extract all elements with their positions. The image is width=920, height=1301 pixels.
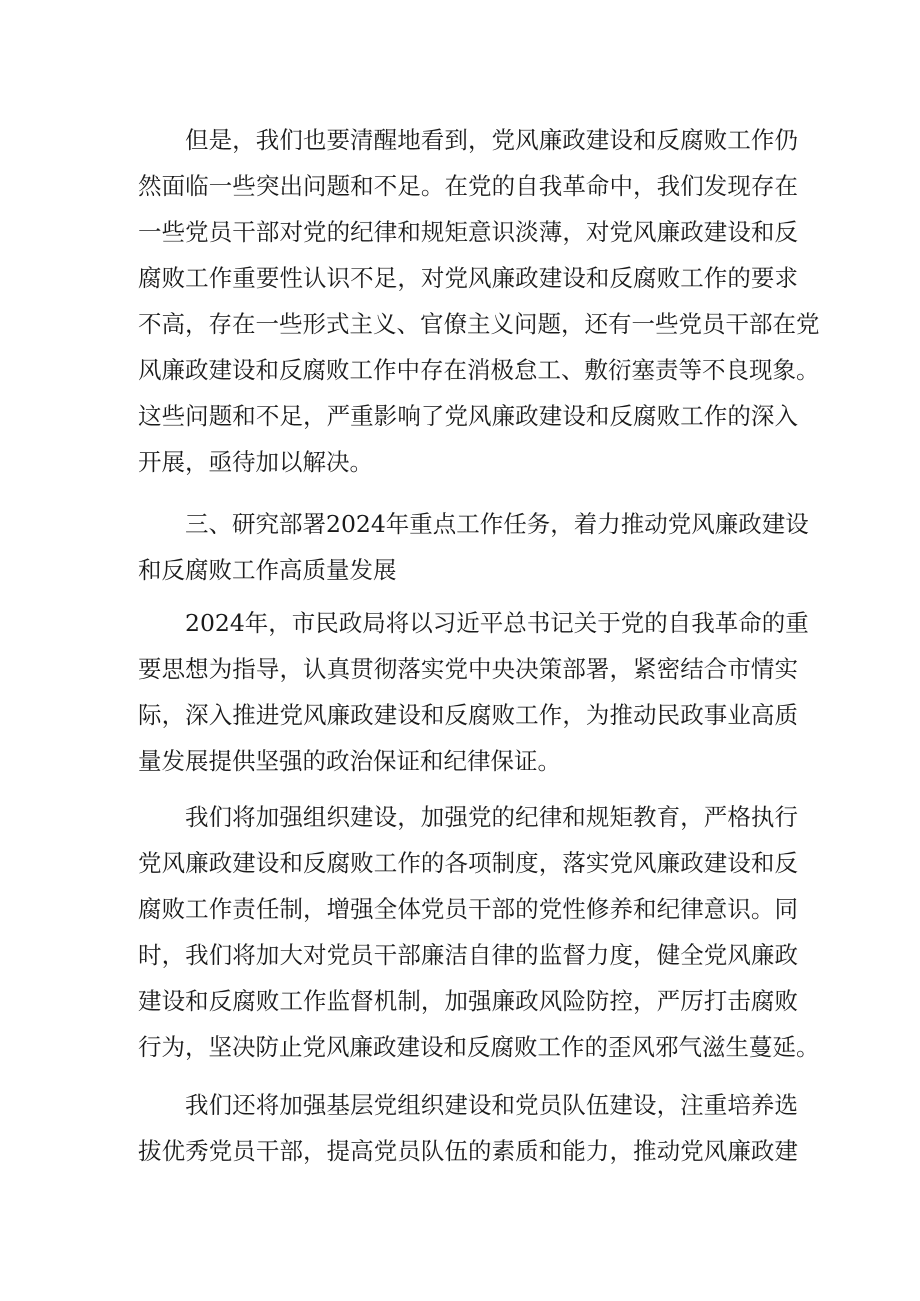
paragraph-line: 这些问题和不足，严重影响了党风廉政建设和反腐败工作的深入	[138, 402, 798, 430]
paragraph-line: 行为，坚决防止党风廉政建设和反腐败工作的歪风邪气滋生蔓延。	[138, 1033, 820, 1061]
paragraph-line: 党风廉政建设和反腐败工作的各项制度，落实党风廉政建设和反	[138, 849, 798, 877]
paragraph-line: 腐败工作责任制，增强全体党员干部的党性修养和纪律意识。同	[138, 895, 798, 923]
section-heading-line: 三、研究部署2024年重点工作任务，着力推动党风廉政建设	[185, 510, 809, 538]
paragraph-line: 际，深入推进党风廉政建设和反腐败工作，为推动民政事业高质	[138, 701, 798, 729]
paragraph-line: 不高，存在一些形式主义、官僚主义问题，还有一些党员干部在党	[138, 310, 820, 338]
paragraph-line: 建设和反腐败工作监督机制，加强廉政风险防控，严厉打击腐败	[138, 987, 798, 1015]
paragraph-line: 开展，亟待加以解决。	[138, 448, 373, 476]
paragraph-line: 我们还将加强基层党组织建设和党员队伍建设，注重培养选	[185, 1091, 798, 1119]
paragraph-line: 量发展提供坚强的政治保证和纪律保证。	[138, 747, 561, 775]
paragraph-line: 腐败工作重要性认识不足，对党风廉政建设和反腐败工作的要求	[138, 264, 798, 292]
paragraph-line: 然面临一些突出问题和不足。在党的自我革命中，我们发现存在	[138, 172, 798, 200]
paragraph-line: 要思想为指导，认真贯彻落实党中央决策部署，紧密结合市情实	[138, 655, 798, 683]
paragraph-line: 风廉政建设和反腐败工作中存在消极怠工、敷衍塞责等不良现象。	[138, 356, 820, 384]
paragraph-line: 一些党员干部对党的纪律和规矩意识淡薄，对党风廉政建设和反	[138, 218, 798, 246]
paragraph-line: 但是，我们也要清醒地看到，党风廉政建设和反腐败工作仍	[185, 126, 798, 154]
paragraph-line: 时，我们将加大对党员干部廉洁自律的监督力度，健全党风廉政	[138, 941, 798, 969]
paragraph-line: 拔优秀党员干部，提高党员队伍的素质和能力，推动党风廉政建	[138, 1137, 798, 1165]
paragraph-line: 我们将加强组织建设，加强党的纪律和规矩教育，严格执行	[185, 803, 798, 831]
section-heading-line: 和反腐败工作高质量发展	[138, 556, 397, 584]
paragraph-line: 2024年，市民政局将以习近平总书记关于党的自我革命的重	[185, 609, 809, 637]
